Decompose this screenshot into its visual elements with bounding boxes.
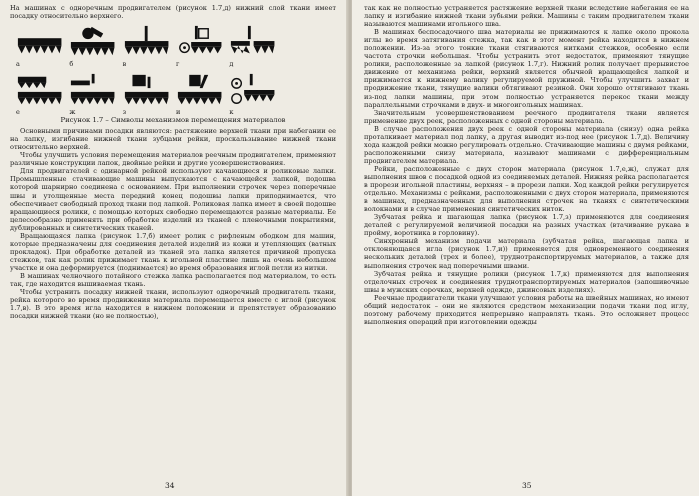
figure-label: з: [122, 108, 127, 117]
top-bottom-rack-needle-icon: [69, 72, 116, 108]
figure-symbol-g: [175, 24, 223, 69]
page-number: 35: [522, 481, 532, 490]
figure-label: а: [16, 60, 20, 69]
figure-label: г: [175, 60, 180, 69]
figure-symbol-z: [122, 72, 170, 117]
figure-symbol-b: [69, 24, 116, 69]
figure-symbol-i: [175, 72, 223, 117]
figure-symbol-a: [16, 24, 63, 69]
right-paragraph: Рейки, расположенные с двух сторон материала (рисунок 1.7,е,ж), служат для выполнения швов с посадкой одной из соединяемых деталей. Нижняя рейка располагается в прорези игольной пластины, верхняя – в прорези лапки. Ход каждой рейки регулируется отдельно. Механизмы с рейками, расположенными с двух сторон материала, применяются в машинах, предназначенных для выполнения строчек на тканях с синтетическими волокнами и в случае применения синтетических ниток.: [364, 164, 689, 214]
right-page: [352, 0, 699, 496]
left-paragraph: Для продвигателей с одинарной рейкой используют качающиеся и роликовые лапки. Промышленные стачивающие машины выпускаются с качающейся лапкой, подошва которой шарнирно соединена с основанием. При выполнении строчек через поперечные швы и утолщенные места передний конец подошвы лапки приподнимается, что обеспечивает свободный проход ткани под лапкой. Роликовая лапка имеет в своей подошве вращающиеся ролики, с помощью которых свободно перемещаются разные материалы. Ее целесообразно применять при обработке изделий из тканей с пленочными покрытиями, дублированных и синтетических тканей.: [10, 167, 336, 232]
figure-label: ж: [69, 108, 76, 117]
figure-symbol-v: [122, 24, 170, 69]
left-paragraph: Чтобы устранить посадку нижней ткани, используют одноречный продвигатель ткани, рейка которого во время продвижения материала перемещается вместе с иглой (рисунок 1.7,в). В это время игла находится в нижнем положении и препятствует образованию посадки нижней ткани (но не полностью),: [10, 288, 336, 321]
figure-label: б: [69, 60, 74, 69]
walking-foot-icon: [123, 72, 170, 108]
right-paragraph: так как не полностью устраняется растяжение верхней ткани вследствие набегания ее на лапку и изгибание нижней ткани зубьями рейки. Машины с таким продвигателем ткани называются машинами игольного шва.: [364, 4, 689, 29]
right-paragraph: В случае расположения двух реек с одной стороны материала (снизу) одна рейка проталкивает материал под лапку, а другая выводит из-под нее (рисунок 1.7,д). Величину хода каждой рейки можно регулировать отдельно. Стачивающие машины с двумя рейками, расположенными снизу материала, называют машинами с дифференциальным продвигателем материала.: [364, 124, 689, 165]
left-page: [0, 0, 348, 496]
figure-symbol-d: [229, 24, 276, 69]
roller-foot-icon: [69, 24, 116, 60]
figure-label: к: [229, 108, 234, 117]
right-paragraph: Реечные продвигатели ткани улучшают условия работы на швейных машинах, но имеют общий недостаток – они не являются средством механизации подачи ткани под иглу, поэтому рабочему приходится непрерывно направлять ткань. Это осложняет процесс выполнения операций при изготовлении одежды: [364, 293, 689, 326]
figure-empty: [283, 72, 330, 114]
figure-label: д: [229, 60, 234, 69]
figure-label: е: [16, 108, 20, 117]
figure-empty: [283, 24, 330, 66]
right-paragraph: В машинах беспосадочного шва материалы не прижимаются к лапке около прокола иглы во время затягивания стежка, так как в этот момент рейка находится в нижнем положении. Из-за этого тонкие ткани стягиваются нитками стежков, особенно если частота строчки небольшая. Чтобы устранить этот недостаток, применяют тянущие ролики, расположенные за лапкой (рисунок 1.7,г). Нижний ролик получает прерывистое движение от механизма рейки, верхний является обычной вращающейся лапкой и прижимается к нижнему валику регулируемой пружиной. Чтобы улучшить захват и продвижение ткани, тянущие валики обтягивают резиной. Они хорошо оттягивают ткань из-под лапки машины, при этом полностью устраняется перекос ткани между параллельными строчками в двух- и многоигольных машинах.: [364, 28, 689, 109]
figure-1-7: [16, 24, 330, 117]
figure-caption: Рисунок 1.7 – Символы механизмов перемещения материалов: [60, 116, 286, 125]
left-intro: На машинах с одноречным продвигателем (рисунок 1.7,д) нижний слой ткани имеет посадку относительно верхнего.: [10, 4, 336, 21]
pulling-rollers-icon: [176, 24, 223, 60]
right-paragraph: Зубчатая рейка и шагающая лапка (рисунок 1.7,з) применяются для соединения деталей с регулируемой величиной посадки на разных участках (втачивание рукава в пройму, воротника в горловину).: [364, 213, 689, 238]
left-paragraph: Вращающаяся лапка (рисунок 1.7,б) имеет ролик с рифленым ободком для машин, которые предназначены для соединения деталей изделий из кожи и утепляющих (ватных прокладок). При обработке деталей из тканей эта лапка является причиной пропуска стежков, так как ролик прижимает ткань к игольной пластине лишь на очень небольшом участке и она деформируется (поднимается) во время образования иглой петли из нитки.: [10, 231, 336, 272]
rack-rollers-icon: [229, 72, 276, 108]
figure-label: в: [122, 60, 127, 69]
figure-symbol-k: [229, 72, 276, 117]
rack-icon: [16, 24, 63, 60]
left-paragraph: Основными причинами посадки являются: растяжение верхней ткани при набегании ее на лапку, изгибание нижней ткани зубцами рейки, проскальзывание нижней ткани относительно верхней.: [10, 127, 336, 152]
double-rack-icon: [229, 24, 276, 60]
right-paragraph: Значительным усовершенствованием реечного продвигателя ткани является применение двух реек, расположенных с одной стороны материала.: [364, 108, 689, 125]
right-paragraph: Зубчатая рейка и тянущие ролики (рисунок 1.7,к) применяются для выполнения отделочных строчек и соединения труднотранспортируемых материалов (запошивочные швы в мужских сорочках, верхней одежде, джинсовых изделиях).: [364, 269, 689, 294]
left-paragraph: В машинах челночного потайного стежка лапка располагается под материалом, то есть так, где находится вышиваемая ткань.: [10, 271, 336, 289]
page-number: 34: [165, 481, 175, 490]
left-paragraph: Чтобы улучшить условия перемещения материалов реечным продвигателем, применяют различные конструкции лапок, двойные рейки и другие усовершенствования.: [10, 151, 336, 168]
figure-symbol-zh: [69, 72, 116, 117]
needle-feed-icon: [123, 24, 170, 60]
top-bottom-rack-icon: [16, 72, 63, 108]
synchronous-feed-icon: [176, 72, 223, 108]
right-paragraph: Синхронный механизм подачи материала (зубчатая рейка, шагающая лапка и отклоняющаяся игла (рисунок 1.7,и)) применяется для одновременного соединения нескольких деталей (трех и более), труднотранспортируемых материалов, а также для выполнения строчек над поперечными швами.: [364, 237, 689, 270]
figure-symbol-e: [16, 72, 63, 117]
figure-label: и: [175, 108, 181, 117]
